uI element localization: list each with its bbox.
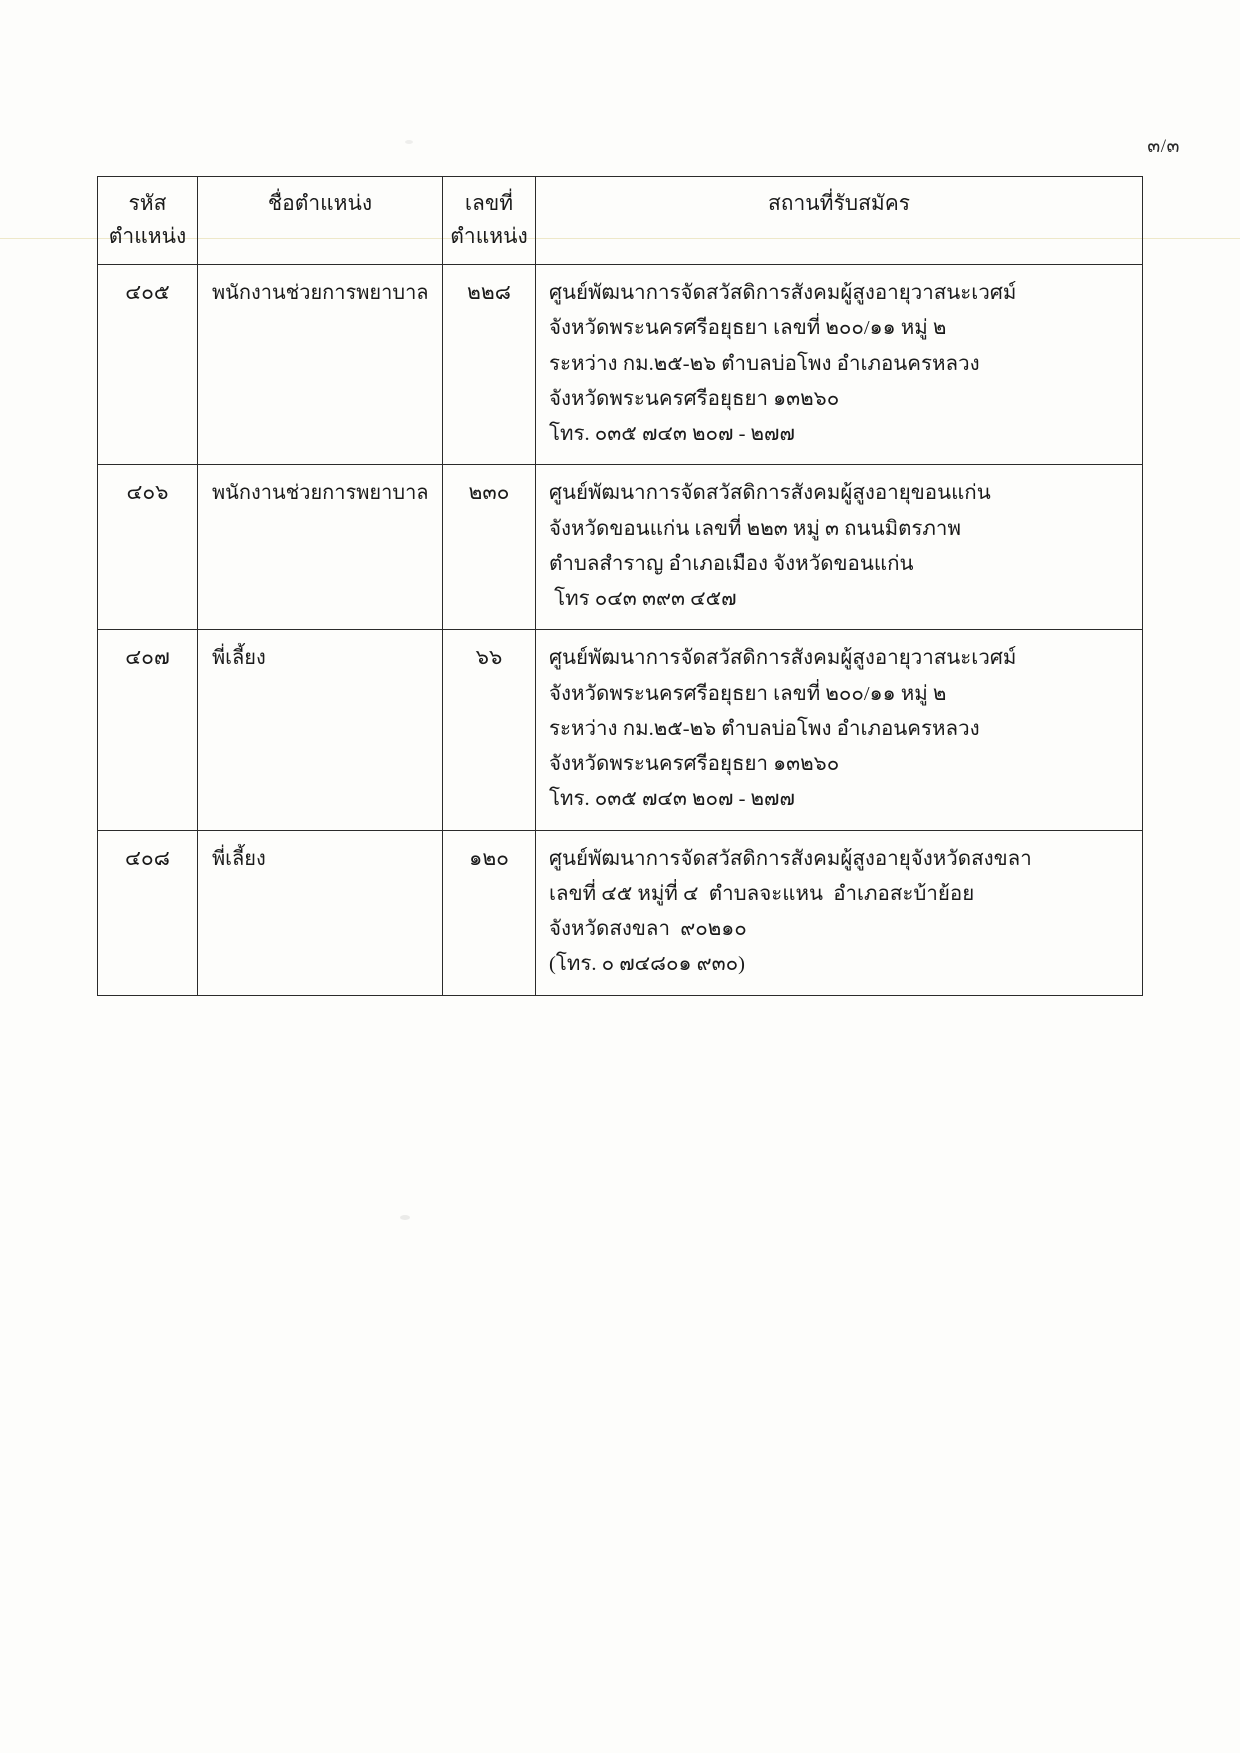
cell-position-number: ๑๒๐ [443,830,536,995]
column-header-number-line1: เลขที่ [464,191,514,215]
column-header-position-number [443,177,536,265]
table-body [98,265,1143,996]
cell-place [536,465,1143,630]
column-header-code [98,177,198,265]
cell-position-number: ๒๓๐ [443,465,536,630]
cell-code: ๔๐๘ [98,830,198,995]
column-header-place: สถานที่รับสมัคร [536,177,1143,265]
table-row [98,630,1143,830]
cell-place [536,830,1143,995]
place-line: จังหวัดพระนครศรีอยุธยา ๑๓๒๖๐ [549,387,840,410]
place-line: จังหวัดขอนแก่น เลขที่ ๒๒๓ หมู่ ๓ ถนนมิตรภาพ [549,517,961,540]
place-line: ตำบลสำราญ อำเภอเมือง จังหวัดขอนแก่น [549,552,914,575]
place-line: โทร. ๐๓๕ ๗๔๓ ๒๐๗ - ๒๗๗ [549,788,795,811]
table-row [98,830,1143,995]
place-line: จังหวัดพระนครศรีอยุธยา เลขที่ ๒๐๐/๑๑ หมู่ ๒ [549,682,947,705]
place-line: ศูนย์พัฒนาการจัดสวัสดิการสังคมผู้สูงอายุวาสนะเวศม์ [549,647,1017,670]
positions-table [97,176,1143,996]
cell-position-number: ๒๒๘ [443,265,536,465]
scan-speckle [405,140,413,144]
cell-code: ๔๐๖ [98,465,198,630]
place-line: เลขที่ ๔๕ หมู่ที่ ๔ ตำบลจะแหน อำเภอสะบ้าย้อย [549,882,975,905]
cell-code: ๔๐๗ [98,630,198,830]
cell-position-title: พนักงานช่วยการพยาบาล [198,265,443,465]
column-header-code-line1: รหัส [128,191,167,215]
place-line: ศูนย์พัฒนาการจัดสวัสดิการสังคมผู้สูงอายุขอนแก่น [549,482,991,505]
column-header-position-title: ชื่อตำแหน่ง [198,177,443,265]
place-line: (โทร. ๐ ๗๔๘๐๑ ๙๓๐) [549,953,746,976]
table-row [98,465,1143,630]
scan-speckle [400,1215,410,1220]
place-line: ระหว่าง กม.๒๕-๒๖ ตำบลบ่อโพง อำเภอนครหลวง [549,352,980,375]
place-line: จังหวัดพระนครศรีอยุธยา เลขที่ ๒๐๐/๑๑ หมู่ ๒ [549,317,947,340]
table-header [98,177,1143,265]
place-line: จังหวัดพระนครศรีอยุธยา ๑๓๒๖๐ [549,753,840,776]
table-header-row [98,177,1143,265]
cell-code: ๔๐๕ [98,265,198,465]
page-number: ๓/๓ [1147,136,1180,157]
cell-position-title: พนักงานช่วยการพยาบาล [198,465,443,630]
cell-place [536,265,1143,465]
cell-position-title: พี่เลี้ยง [198,830,443,995]
place-line: ศูนย์พัฒนาการจัดสวัสดิการสังคมผู้สูงอายุวาสนะเวศม์ [549,282,1017,305]
place-line: โทร. ๐๓๕ ๗๔๓ ๒๐๗ - ๒๗๗ [549,423,795,446]
table-row [98,265,1143,465]
cell-position-number: ๖๖ [443,630,536,830]
cell-position-title: พี่เลี้ยง [198,630,443,830]
cell-place [536,630,1143,830]
place-line: โทร ๐๔๓ ๓๙๓ ๔๕๗ [549,588,737,611]
column-header-code-line2: ตำแหน่ง [108,223,187,248]
place-line: จังหวัดสงขลา ๙๐๒๑๐ [549,918,747,941]
column-header-number-line2: ตำแหน่ง [450,223,528,248]
place-line: ระหว่าง กม.๒๕-๒๖ ตำบลบ่อโพง อำเภอนครหลวง [549,717,980,740]
place-line: ศูนย์พัฒนาการจัดสวัสดิการสังคมผู้สูงอายุจังหวัดสงขลา [549,847,1032,870]
